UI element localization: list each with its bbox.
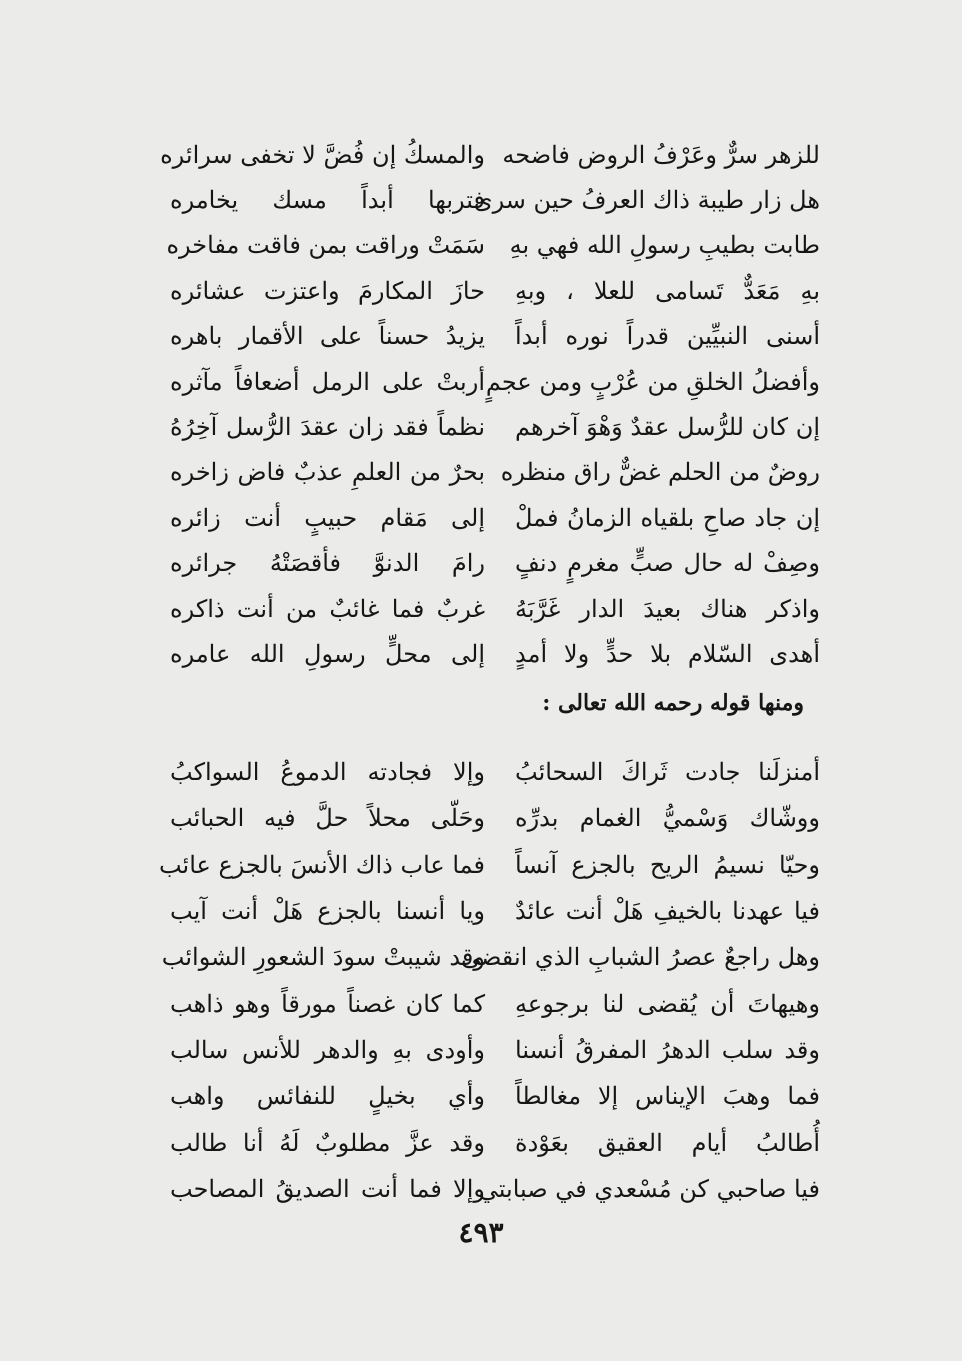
poem-2 [158, 749, 820, 1212]
verse-hemistich: فتربها أبداً مسك يخامره [170, 186, 485, 215]
verse-hemistich: وهيهاتَ أن يُقضى لنا برجوعهِ [515, 989, 820, 1018]
verse-hemistich: بحرٌ من العلمِ عذبٌ فاض زاخره [170, 458, 485, 487]
verse-hemistich: أهدى السّلام بلا حدٍّ ولا أمدٍ [515, 639, 820, 668]
poem-1-right-column [473, 132, 820, 677]
verse-hemistich: أربتْ على الرمل أضعافاً مآثره [170, 367, 485, 396]
verse-hemistich: فيا عهدنا بالخيفِ هَلْ أنت عائدٌ [515, 897, 820, 926]
verse-hemistich: أمنزلَنا جادت ثَراكَ السحائبُ [515, 758, 820, 787]
poem-1-left-column [160, 132, 485, 677]
section-heading: ومنها قوله رحمه الله تعالى : [542, 690, 804, 716]
verse-hemistich: أسنى النبيِّين قدراً نوره أبداً [515, 322, 820, 351]
verse-hemistich: وقد سلب الدهرُ المفرقُ أنسنا [515, 1035, 820, 1064]
page-number: ٤٩٣ [458, 1216, 504, 1249]
verse-hemistich: طابت بطيبِ رسولِ الله فهي بهِ [509, 231, 820, 260]
verse-hemistich: أُطالبُ أيام العقيق بعَوْدة [515, 1128, 820, 1157]
verse-hemistich: وأي بخيلٍ للنفائس واهب [170, 1082, 485, 1111]
verse-hemistich: وهل راجعٌ عصرُ الشبابِ الذي انقضى [460, 943, 820, 972]
poem-1 [160, 132, 820, 677]
verse-hemistich: إلى محلٍّ رسولِ الله عامره [170, 639, 485, 668]
verse-hemistich: هل زار طيبة ذاك العرفُ حين سرى [473, 186, 820, 215]
verse-hemistich: فيا صاحبي كن مُسْعدي في صبابتي [478, 1174, 820, 1203]
verse-hemistich: وإلا فما أنت الصديقُ المصاحب [170, 1174, 485, 1203]
verse-hemistich: فما عاب ذاك الأنسَ بالجزع عائب [158, 850, 485, 879]
verse-hemistich: إن جاد صاحِ بلقياه الزمانُ فملْ [515, 503, 820, 532]
verse-hemistich: حازَ المكارمَ واعتزت عشائره [170, 276, 485, 305]
verse-hemistich: يزيدُ حسناً على الأقمار باهره [170, 322, 485, 351]
verse-hemistich: وقد عزَّ مطلوبٌ لَهُ أنا طالب [170, 1128, 485, 1157]
verse-hemistich: وحيّا نسيمُ الريح بالجزع آنساً [515, 850, 820, 879]
verse-hemistich: رامَ الدنوَّ فأقصَتْهُ جرائره [170, 549, 485, 578]
verse-hemistich: وأودى بهِ والدهر للأنس سالب [170, 1035, 485, 1064]
verse-hemistich: نظماً فقد زان عقدَ الرُّسل آخِرُهُ [170, 413, 485, 442]
verse-hemistich: فما وهبَ الإيناس إلا مغالطاً [515, 1082, 820, 1111]
verse-hemistich: للزهر سرٌّ وعَرْفُ الروض فاضحه [502, 140, 820, 169]
poem-2-right-column [460, 749, 820, 1212]
verse-hemistich: إلى مَقام حبيبٍ أنت زائره [170, 503, 485, 532]
verse-hemistich: وحَلّى محلاً حلَّ فيه الحبائب [170, 804, 485, 833]
verse-hemistich: إن كان للرُّسل عقدٌ وَهْوَ آخرهم [515, 413, 820, 442]
verse-hemistich: وقد شيبتْ سودَ الشعورِ الشوائب [161, 943, 485, 972]
verse-hemistich: وصِفْ له حال صبٍّ مغرمٍ دنفٍ [515, 549, 820, 578]
poem-2-left-column [158, 749, 485, 1212]
verse-hemistich: وإلا فجادته الدموعُ السواكبُ [170, 758, 485, 787]
verse-hemistich: كما كان غصناً مورقاً وهو ذاهب [170, 989, 485, 1018]
verse-hemistich: غربٌ فما غائبٌ من أنت ذاكره [170, 594, 485, 623]
verse-hemistich: روضٌ من الحلم غضٌّ راق منظره [500, 458, 820, 487]
verse-hemistich: سَمَتْ وراقت بمن فاقت مفاخره [166, 231, 485, 260]
verse-hemistich: والمسكُ إن فُضَّ لا تخفى سرائره [160, 140, 485, 169]
verse-hemistich: ووشّاك وَسْميُّ الغمام بدرِّه [515, 804, 820, 833]
verse-hemistich: واذكر هناك بعيدَ الدار غَرَّبَهُ [515, 594, 820, 623]
verse-hemistich: ويا أنسنا بالجزع هَلْ أنت آيب [170, 897, 485, 926]
verse-hemistich: بهِ مَعَدٌّ تَسامى للعلا ، وبهِ [515, 276, 820, 305]
verse-hemistich: وأفضلُ الخلقِ من عُرْبٍ ومن عجمٍ [485, 367, 820, 396]
